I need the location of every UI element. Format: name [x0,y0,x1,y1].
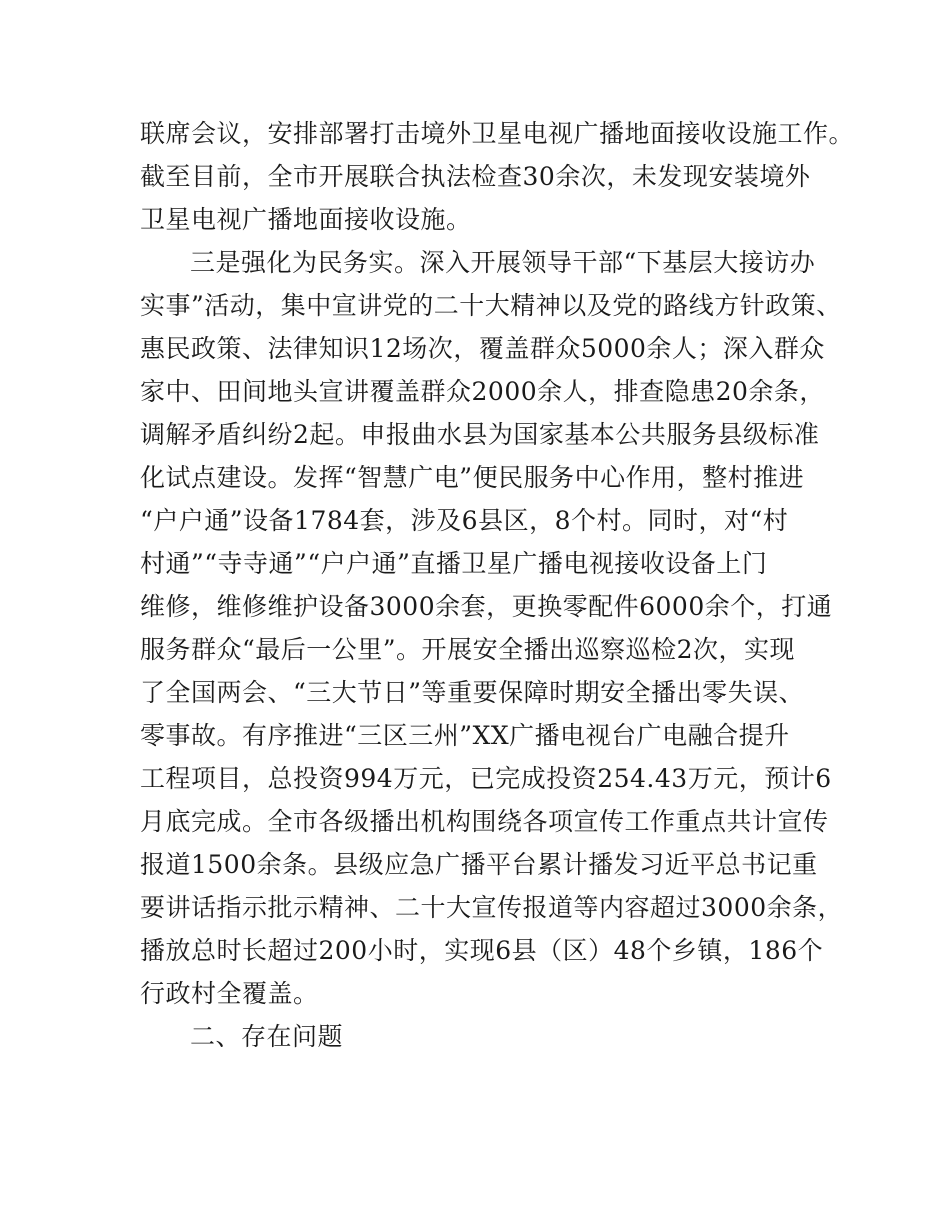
text-line-7: 家中、田间地头宣讲覆盖群众2000余人，排查隐患20余条， [140,377,825,406]
text-line-5: 实事”活动，集中宣讲党的二十大精神以及党的路线方针政策、 [140,291,842,320]
text-line-3: 卫星电视广播地面接收设施。 [140,205,472,234]
text-line-1: 联席会议，安排部署打击境外卫星电视广播地面接收设施工作。 [140,119,855,148]
text-line-21: 行政村全覆盖。 [140,979,319,1008]
text-line-18: 报道1500余条。县级应急广播平台累计播发习近平总书记重 [140,850,818,879]
text-line-12: 维修，维修维护设备3000余套，更换零配件6000余个，打通 [140,592,833,621]
text-line-15: 零事故。有序推进“三区三州”XX广播电视台广电融合提升 [140,721,790,750]
text-line-2: 截至目前，全市开展联合执法检查30余次，未发现安装境外 [140,162,811,191]
paragraph-start-line: 三是强化为民务实。深入开展领导干部“下基层大接访办 [190,248,816,277]
text-line-11: 村通”“寺寺通”“户户通”直播卫星广播电视接收设备上门 [140,549,768,578]
text-line-16: 工程项目，总投资994万元，已完成投资254.43万元，预计6 [140,764,832,793]
text-line-10: “户户通”设备1784套，涉及6县区，8个村。同时，对“村 [140,506,789,535]
text-line-20: 播放总时长超过200小时，实现6县（区）48个乡镇，186个 [140,936,824,965]
text-line-6: 惠民政策、法律知识12场次，覆盖群众5000余人；深入群众 [140,334,825,363]
section-heading: 二、存在问题 [190,1022,344,1051]
text-line-8: 调解矛盾纠纷2起。申报曲水县为国家基本公共服务县级标准 [140,420,820,449]
text-line-19: 要讲话指示批示精神、二十大宣传报道等内容超过3000余条， [140,893,844,922]
text-line-13: 服务群众“最后一公里”。开展安全播出巡察巡检2次，实现 [140,635,795,664]
text-line-17: 月底完成。全市各级播出机构围绕各项宣传工作重点共计宣传 [140,807,829,836]
text-line-14: 了全国两会、“三大节日”等重要保障时期安全播出零失误、 [140,678,805,707]
text-line-9: 化试点建设。发挥“智慧广电”便民服务中心作用，整村推进 [140,463,805,492]
